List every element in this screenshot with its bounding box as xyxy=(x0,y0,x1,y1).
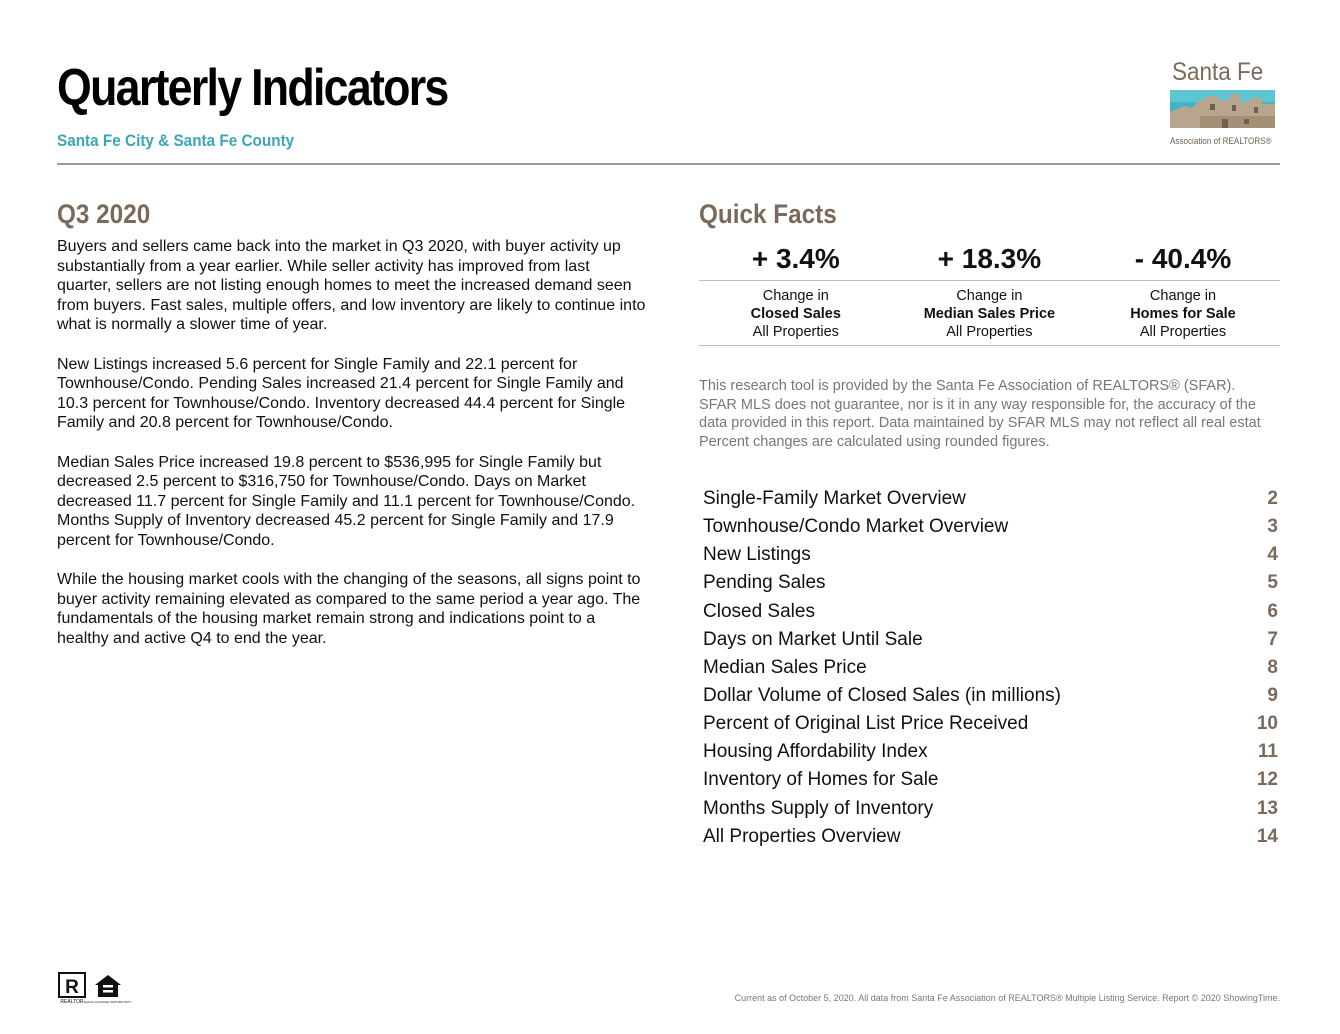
toc-label[interactable]: Housing Affordability Index xyxy=(703,741,928,763)
toc-item[interactable] xyxy=(703,654,1278,682)
toc-page-number: 10 xyxy=(1256,713,1278,735)
period-heading: Q3 2020 xyxy=(57,199,151,229)
toc-label[interactable]: Inventory of Homes for Sale xyxy=(703,769,939,791)
quick-facts-heading: Quick Facts xyxy=(699,199,837,229)
toc-item[interactable] xyxy=(703,710,1278,738)
toc-item[interactable] xyxy=(703,682,1278,710)
toc-label[interactable]: Dollar Volume of Closed Sales (in millions) xyxy=(703,685,1061,707)
toc-page-number: 4 xyxy=(1267,544,1278,566)
toc-item[interactable] xyxy=(703,766,1278,794)
table-of-contents xyxy=(703,485,1278,851)
logo-subtitle: Association of REALTORS® xyxy=(1170,136,1272,146)
footer-note: Current as of October 5, 2020. All data from Santa Fe Association of REALTORS® Multiple Listing Service. Report © 2020 ShowingTime. xyxy=(734,993,1280,1003)
closed-sales-label xyxy=(699,287,893,341)
toc-page-number: 8 xyxy=(1267,656,1278,678)
summary-paragraph: While the housing market cools with the changing of the seasons, all signs point to buyer activity remaining elevated as compared to the same period a year ago. The fundamentals of the housing market remain strong and indications point to a healthy and active Q4 to end the year. xyxy=(57,571,641,647)
toc-page-number: 2 xyxy=(1267,488,1278,510)
toc-item[interactable] xyxy=(703,541,1278,569)
toc-item[interactable] xyxy=(703,823,1278,851)
fact-label-scope: All Properties xyxy=(1139,324,1227,340)
toc-page-number: 11 xyxy=(1257,741,1278,763)
fact-label-line: Change in xyxy=(1149,288,1217,304)
toc-label[interactable]: Percent of Original List Price Received xyxy=(703,713,1029,735)
realtor-caption: REALTOR xyxy=(60,999,84,1005)
footer-icons xyxy=(58,972,132,1009)
svg-text:R: R xyxy=(65,977,79,998)
homes-for-sale-change-value: - 40.4% xyxy=(1134,243,1232,274)
logo-illustration xyxy=(1170,90,1275,128)
toc-label[interactable]: Median Sales Price xyxy=(703,656,867,678)
toc-item[interactable] xyxy=(703,795,1278,823)
fact-label-metric: Closed Sales xyxy=(750,306,841,322)
toc-label[interactable]: Days on Market Until Sale xyxy=(703,628,923,650)
toc-label[interactable]: Single-Family Market Overview xyxy=(703,488,966,510)
toc-page-number: 3 xyxy=(1267,516,1278,538)
disclaimer-text: This research tool is provided by the Santa Fe Association of REALTORS® (SFAR). SFAR MLS does not guarantee, nor is it in any way responsible for, the accuracy of the data provided in this report. Data maintained by SFAR MLS may not reflect all real estat Percent changes are calculated using rounded figures. xyxy=(699,378,1261,450)
realtor-r-icon xyxy=(58,972,86,1009)
quick-facts-values xyxy=(699,240,1280,281)
toc-label[interactable]: Closed Sales xyxy=(703,600,815,622)
toc-label[interactable]: New Listings xyxy=(703,544,811,566)
summary-paragraph: Median Sales Price increased 19.8 percent to $536,995 for Single Family but decreased 2.5 percent to $316,750 for Townhouse/Condo. Days on Market decreased 11.7 percent for Single Family and 11.1 percent for Townhouse/Condo. Months Supply of Inventory decreased 45.2 percent for Single Family and 17.9 percent for Townhouse/Condo. xyxy=(57,453,636,549)
fact-label-metric: Homes for Sale xyxy=(1130,306,1236,322)
page-subtitle: Santa Fe City & Santa Fe County xyxy=(57,131,295,150)
toc-item[interactable] xyxy=(703,626,1278,654)
toc-item[interactable] xyxy=(703,569,1278,597)
toc-item[interactable] xyxy=(703,738,1278,766)
toc-page-number: 6 xyxy=(1267,600,1278,622)
toc-page-number: 12 xyxy=(1256,769,1278,791)
closed-sales-change-value: + 3.4% xyxy=(751,243,840,274)
fact-label-line: Change in xyxy=(762,288,829,304)
toc-item[interactable] xyxy=(703,513,1278,541)
quick-facts-table xyxy=(699,240,1280,346)
housing-caption: EQUAL HOUSING OPPORTUNITY xyxy=(84,1000,132,1004)
summary-paragraph: New Listings increased 5.6 percent for Single Family and 22.1 percent for Townhouse/Condo. Pending Sales increased 21.4 percent for Single Family and 10.3 percent for Townhouse/Condo. Inventory decreased 44.4 percent for Single Family and 20.8 percent for Townhouse/Condo. xyxy=(57,355,626,432)
quick-facts-labels xyxy=(699,281,1280,346)
equal-housing-icon xyxy=(84,972,132,1009)
toc-label[interactable]: Pending Sales xyxy=(703,572,826,594)
period-summary xyxy=(57,237,647,668)
logo-name: Santa Fe xyxy=(1172,58,1264,86)
summary-paragraph: Buyers and sellers came back into the market in Q3 2020, with buyer activity up substantially from a year earlier. While seller activity has improved from last quarter, sellers are not listing enough homes to meet the increased demand seen from buyers. Fast sales, multiple offers, and low inventory are likely to continue into what is normally a slower time of year. xyxy=(57,238,646,334)
toc-item[interactable] xyxy=(703,485,1278,513)
fact-label-line: Change in xyxy=(956,288,1023,304)
toc-label[interactable]: Townhouse/Condo Market Overview xyxy=(703,516,1009,538)
fact-label-scope: All Properties xyxy=(946,324,1033,340)
fact-label-metric: Median Sales Price xyxy=(923,306,1056,322)
toc-page-number: 9 xyxy=(1267,685,1278,707)
toc-label[interactable]: All Properties Overview xyxy=(703,825,901,847)
toc-page-number: 14 xyxy=(1256,825,1278,847)
toc-page-number: 7 xyxy=(1267,628,1278,650)
toc-label[interactable]: Months Supply of Inventory xyxy=(703,797,934,819)
santa-fe-realtors-logo xyxy=(1170,58,1280,150)
toc-page-number: 5 xyxy=(1267,572,1278,594)
header-divider xyxy=(57,163,1280,165)
page-title: Quarterly Indicators xyxy=(57,59,448,117)
median-price-label xyxy=(893,287,1087,341)
toc-item[interactable] xyxy=(703,598,1278,626)
homes-for-sale-label xyxy=(1086,287,1280,341)
toc-page-number: 13 xyxy=(1256,797,1278,819)
fact-label-scope: All Properties xyxy=(752,324,839,340)
median-price-change-value: + 18.3% xyxy=(937,243,1042,274)
